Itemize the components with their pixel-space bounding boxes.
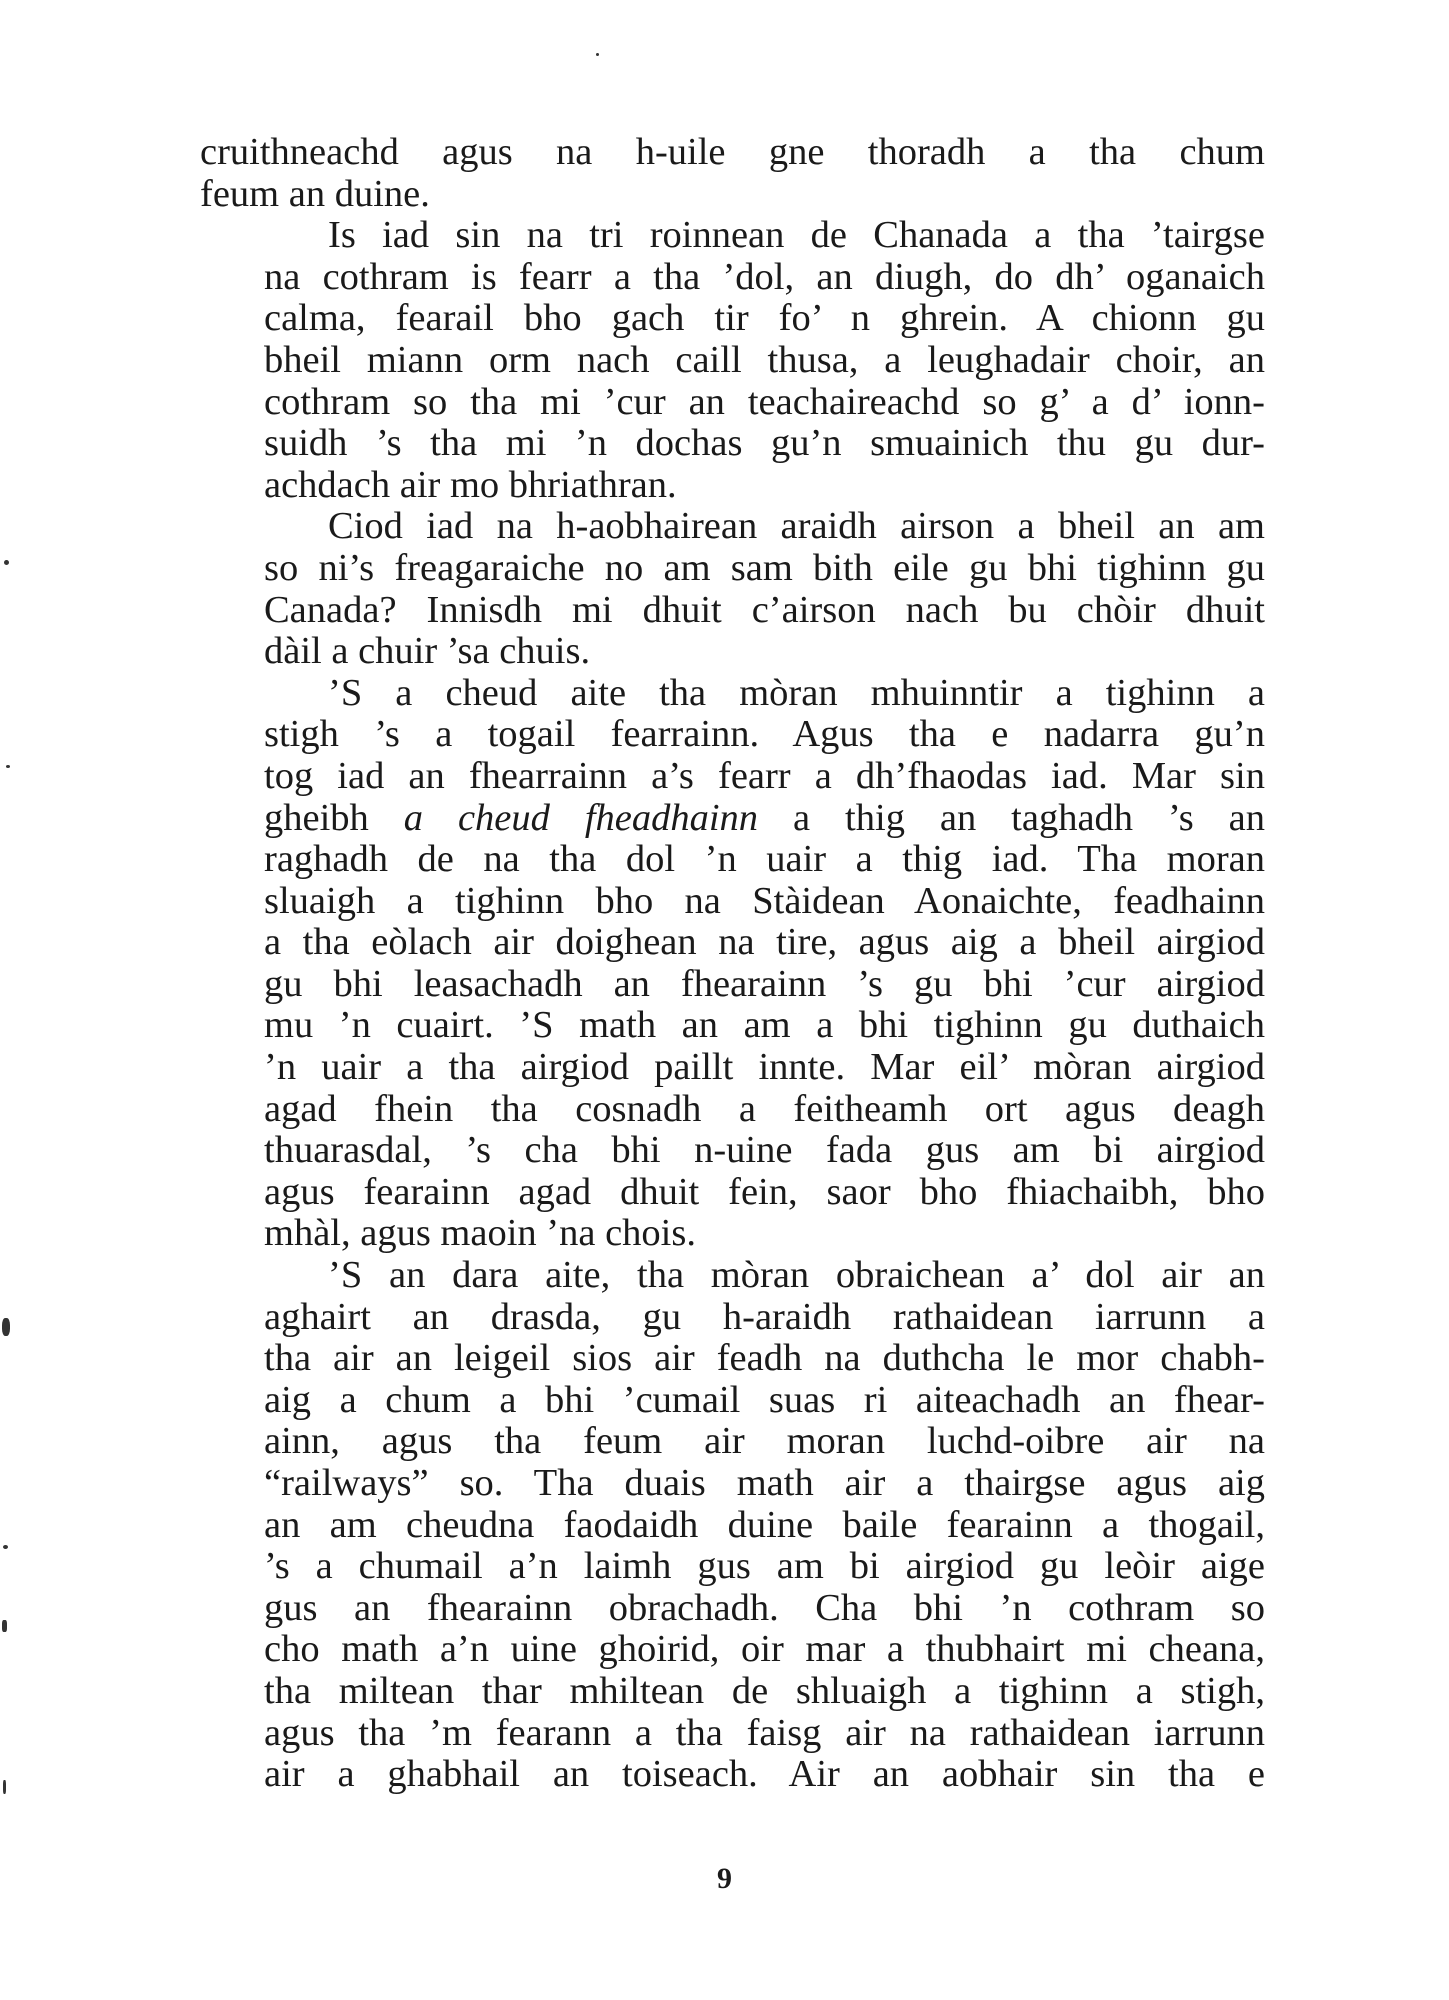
text-line: gus an fhearainn obrachadh. Cha bhi ’n cothram so: [264, 1586, 1265, 1629]
text-line: cruithneachd agus na h-uile gne thoradh a tha chum: [200, 131, 1265, 173]
text-line: Ciod iad na h-aobhairean araidh airson a bheil an am: [328, 505, 1265, 548]
text-line: agus tha ’m fearann a tha faisg air na rathaidean iarrunn: [264, 1711, 1265, 1754]
scan-speck: [596, 53, 599, 56]
text-line: an am cheudna faodaidh duine baile fearainn a thogail,: [264, 1503, 1265, 1546]
text-line: ’S a cheud aite tha mòran mhuinntir a tighinn a: [328, 671, 1265, 714]
scan-speck: [3, 1545, 8, 1549]
text-line: ’n uair a tha airgiod paillt innte. Mar eil’ mòran airgiod: [264, 1046, 1265, 1089]
italic-phrase: a cheud fheadhainn: [403, 796, 759, 839]
text-line: “railways” so. Tha duais math air a thairgse agus aig: [264, 1462, 1265, 1504]
text-line: ainn, agus tha feum air moran luchd-oibre air na: [264, 1420, 1265, 1463]
scan-speck: [2, 1620, 7, 1632]
text-line: thuarasdal, ’s cha bhi n-uine fada gus am bi airgiod: [264, 1129, 1265, 1172]
text-line: cothram so tha mi ’cur an teachaireachd so g’ a d’ ionn-: [264, 380, 1265, 423]
text-line: air a ghabhail an toiseach. Air an aobhair sin tha e: [264, 1753, 1265, 1796]
text-line: bheil miann orm nach caill thusa, a leughadair choir, an: [264, 338, 1265, 381]
text-line: gu bhi leasachadh an fhearainn ’s gu bhi ’cur airgiod: [264, 962, 1265, 1005]
paragraph: [200, 132, 1265, 215]
scan-speck: [6, 765, 10, 768]
text-line: so ni’s freagaraiche no am sam bith eile gu bhi tighinn gu: [264, 546, 1265, 589]
paragraph: [200, 673, 1265, 1255]
scan-speck: [2, 1318, 10, 1336]
scan-speck: [4, 560, 9, 565]
paragraph: [200, 1255, 1265, 1796]
text-line: Is iad sin na tri roinnean de Chanada a tha ’tairgse: [328, 214, 1265, 257]
text-line: feum an duine.: [200, 172, 430, 215]
text-line: tha air an leigeil sios air feadh na duthcha le mor chabh-: [264, 1337, 1265, 1380]
body-text: [200, 132, 1265, 1796]
text-line: aig a chum a bhi ’cumail suas ri aiteachadh an fhear-: [264, 1378, 1265, 1421]
text-line: stigh ’s a togail fearrainn. Agus tha e nadarra gu’n: [264, 713, 1265, 756]
text-line: sluaigh a tighinn bho na Stàidean Aonaichte, feadhainn: [264, 879, 1265, 922]
text-line: mhàl, agus maoin ’na chois.: [264, 1212, 696, 1255]
text-line: tha miltean thar mhiltean de shluaigh a tighinn a stigh,: [264, 1669, 1265, 1712]
paragraph: [200, 215, 1265, 506]
text-line: a tha eòlach air doighean na tire, agus aig a bheil airgiod: [264, 921, 1265, 964]
text-line: Canada? Innisdh mi dhuit c’airson nach bu chòir dhuit: [264, 588, 1265, 631]
scan-speck: [3, 1780, 6, 1794]
text-line: mu ’n cuairt. ’S math an am a bhi tighinn gu duthaich: [264, 1004, 1265, 1047]
text-line: gheibh a cheud fheadhainn a thig an taghadh ’s an: [264, 796, 1265, 839]
text-line: aghairt an drasda, gu h-araidh rathaidean iarrunn a: [264, 1295, 1265, 1338]
text-line: agad fhein tha cosnadh a feitheamh ort agus deagh: [264, 1087, 1265, 1130]
text-line: suidh ’s tha mi ’n dochas gu’n smuainich thu gu dur-: [264, 422, 1265, 465]
text-line: achdach air mo bhriathran.: [264, 463, 677, 506]
paragraph: [200, 506, 1265, 672]
text-line: na cothram is fearr a tha ’dol, an diugh, do dh’ oganaich: [264, 255, 1265, 298]
text-line: ’s a chumail a’n laimh gus am bi airgiod gu leòir aige: [264, 1545, 1265, 1588]
text-line: calma, fearail bho gach tir fo’ n ghrein. A chionn gu: [264, 297, 1265, 340]
text-line: cho math a’n uine ghoirid, oir mar a thubhairt mi cheana,: [264, 1628, 1265, 1671]
text-line: agus fearainn agad dhuit fein, saor bho fhiachaibh, bho: [264, 1170, 1265, 1213]
page-number: 9: [717, 1862, 732, 1895]
text-line: ’S an dara aite, tha mòran obraichean a’ dol air an: [328, 1254, 1265, 1297]
text-line: dàil a chuir ’sa chuis.: [264, 630, 591, 673]
text-line: raghadh de na tha dol ’n uair a thig iad. Tha moran: [264, 838, 1265, 881]
text-line: tog iad an fhearrainn a’s fearr a dh’fhaodas iad. Mar sin: [264, 754, 1265, 797]
